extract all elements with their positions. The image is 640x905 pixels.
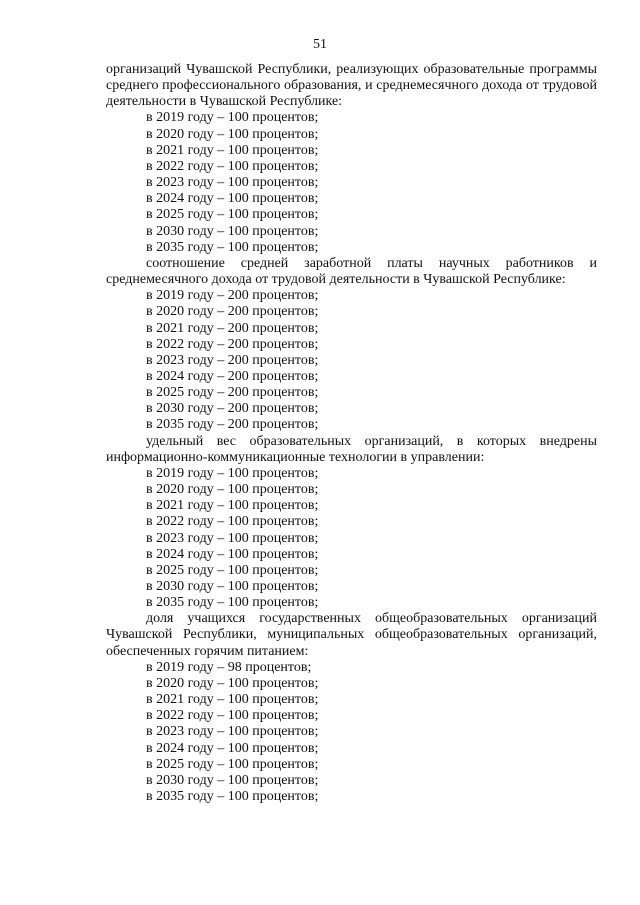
list-item: в 2022 году – 100 процентов; [146,514,319,530]
list-item: в 2025 году – 100 процентов; [146,207,319,223]
indicator-text: удельный вес образовательных организаций, в которых внедрены информационно-коммуникационные технологии в управлении: [106,433,597,465]
list-item: в 2022 году – 100 процентов; [146,708,319,724]
list-item: в 2019 году – 100 процентов; [146,465,319,481]
list-item: в 2019 году – 98 процентов; [146,659,312,675]
indicator-block [106,62,597,256]
list-item: в 2035 году – 100 процентов; [146,789,319,805]
list-item: в 2022 году – 100 процентов; [146,158,319,174]
list-item: в 2030 году – 100 процентов; [146,772,319,788]
list-item: в 2021 году – 100 процентов; [146,142,319,158]
list-item: в 2019 году – 200 процентов; [146,288,319,304]
indicator-text: доля учащихся государственных общеобразовательных организаций Чувашской Республики, муниципальных общеобразовательных организаций, обеспеченных горячим питанием: [106,611,597,659]
list-item: в 2021 году – 200 процентов; [146,320,319,336]
list-item: в 2024 году – 100 процентов; [146,191,319,207]
list-item: в 2030 году – 100 процентов; [146,223,319,239]
indicator-text: организаций Чувашской Республики, реализующих образовательные программы среднего профессионального образования, и среднемесячного дохода от трудовой деятельности в Чувашской Республике: [106,62,597,110]
indicator-block [106,256,597,434]
list-item: в 2020 году – 100 процентов; [146,126,319,142]
list-item: в 2030 году – 100 процентов; [146,579,319,594]
list-item: в 2023 году – 100 процентов; [146,530,319,546]
list-item: в 2035 году – 100 процентов; [146,595,319,611]
list-item: в 2020 году – 200 процентов; [146,304,319,320]
document-body [106,62,597,805]
list-item: в 2021 году – 100 процентов; [146,498,319,514]
list-item: в 2025 году – 100 процентов; [146,562,319,578]
list-item: в 2020 году – 100 процентов; [146,482,319,498]
list-item: в 2024 году – 200 процентов; [146,368,319,384]
list-item: в 2022 году – 200 процентов; [146,336,319,352]
list-item: в 2020 году – 100 процентов; [146,675,319,691]
list-item: в 2021 году – 100 процентов; [146,692,319,708]
list-item: в 2035 году – 100 процентов; [146,239,319,255]
list-item: в 2023 году – 200 процентов; [146,352,319,368]
indicator-block [106,434,597,612]
list-item: в 2019 году – 100 процентов; [146,110,319,126]
list-item: в 2025 году – 100 процентов; [146,756,319,772]
list-item: в 2024 году – 100 процентов; [146,740,319,756]
list-item: в 2023 году – 100 процентов; [146,724,319,740]
list-item: в 2035 году – 200 процентов; [146,417,319,433]
page-number: 51 [313,37,327,52]
list-item: в 2024 году – 100 процентов; [146,546,319,562]
indicator-block [106,611,597,805]
list-item: в 2025 году – 200 процентов; [146,385,319,401]
indicator-text: соотношение средней заработной платы научных работников и среднемесячного дохода от трудовой деятельности в Чувашской Республике: [106,255,597,288]
list-item: в 2030 году – 200 процентов; [146,401,319,417]
list-item: в 2023 году – 100 процентов; [146,175,319,191]
